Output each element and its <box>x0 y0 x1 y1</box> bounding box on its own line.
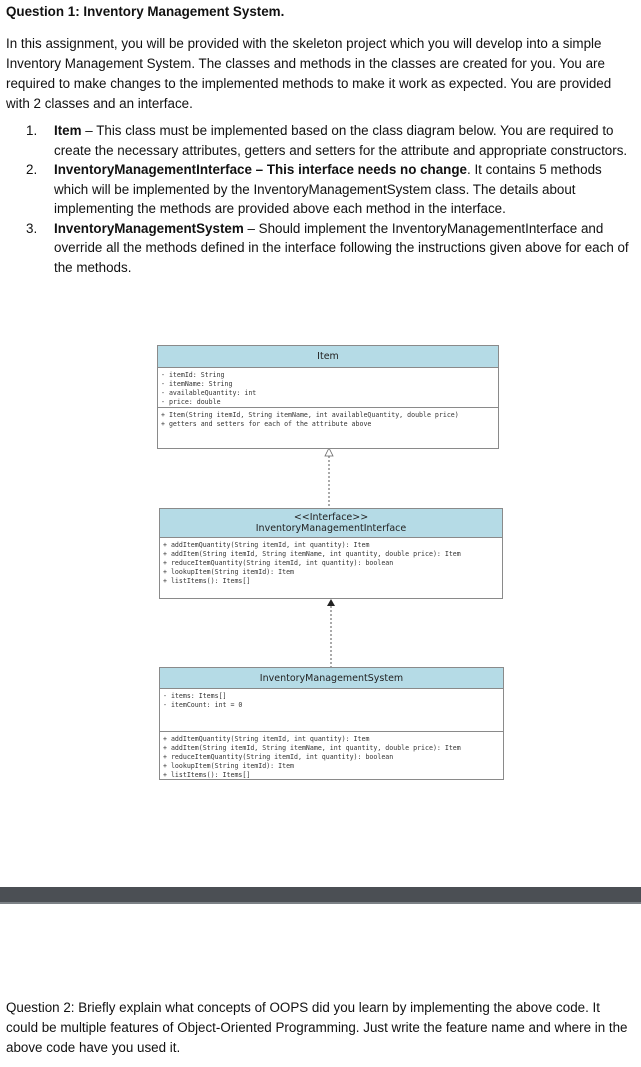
instruction-number: 1. <box>26 123 38 138</box>
question-2-text: Question 2: Briefly explain what concepts of OOPS did you learn by implementing the above code. It could be multiple features of Object-Oriented Programming. Just write the feature name and where in the above code have you used it. <box>6 1000 628 1055</box>
instruction-bold: InventoryManagementInterface – This interface needs no change <box>54 162 467 177</box>
question-1-title: Question 1: Inventory Management System. <box>6 4 285 19</box>
uml-class-item <box>157 345 499 449</box>
uml-methods: + Item(String itemId, String itemName, int availableQuantity, double price) + getters and setters for each of the attribute above <box>161 411 459 428</box>
uml-class-name: Item <box>158 346 498 368</box>
uml-methods: + addItemQuantity(String itemId, int quantity): Item + addItem(String itemId, String itemName, int quantity, double price): Item + reduceItemQuantity(String itemId, int quantity): boolean + lookupItem(String itemId): Item + listItems(): Items[] <box>163 735 461 779</box>
instruction-number: 3. <box>26 220 38 236</box>
uml-methods: + addItemQuantity(String itemId, int quantity): Item + addItem(String itemId, String itemName, int quantity, double price): Item + reduceItemQuantity(String itemId, int quantity): boolean + lookupItem(String itemId): Item + listItems(): Items[] <box>163 541 461 585</box>
instruction-text: – Should implement the InventoryManagementInterface and override all the methods defined in the interface following the instructions given above for each of the methods. <box>54 220 629 275</box>
uml-class-system <box>159 667 504 780</box>
instruction-number: 2. <box>26 162 38 177</box>
instruction-text: . It contains 5 methods which will be implemented by the InventoryManagementSystem class. The details about implementing the methods are provided above each method in the interface. <box>54 162 602 216</box>
instruction-text: – This class must be implemented based on the class diagram below. You are required to create the necessary attributes, getters and setters for the attribute and appropriate constructors. <box>54 123 628 158</box>
uml-attributes: - itemId: String - itemName: String - availableQuantity: int - price: double <box>158 368 498 408</box>
uml-class-name: InventoryManagementSystem <box>160 668 503 689</box>
instruction-bold: InventoryManagementSystem <box>54 220 244 236</box>
arrowhead-icon <box>327 599 335 606</box>
instruction-bold: Item <box>54 123 82 138</box>
uml-stereotype: <<Interface>> <box>293 512 369 523</box>
arrowhead-icon <box>325 448 333 456</box>
uml-interface-header <box>160 509 502 538</box>
uml-attributes: - items: Items[] - itemCount: int = 0 <box>160 689 503 732</box>
page-divider-shadow <box>0 902 641 904</box>
uml-interface-name: InventoryManagementInterface <box>255 523 407 534</box>
question-1-intro: In this assignment, you will be provided with the skeleton project which you will develop into a simple Inventory Management System. The classes and methods in the classes are created for you. You are required to make changes to the implemented methods to make it work as expected. You are provided with 2 classes and an interface. <box>6 36 612 111</box>
uml-interface <box>159 508 503 599</box>
page-divider <box>0 887 641 902</box>
